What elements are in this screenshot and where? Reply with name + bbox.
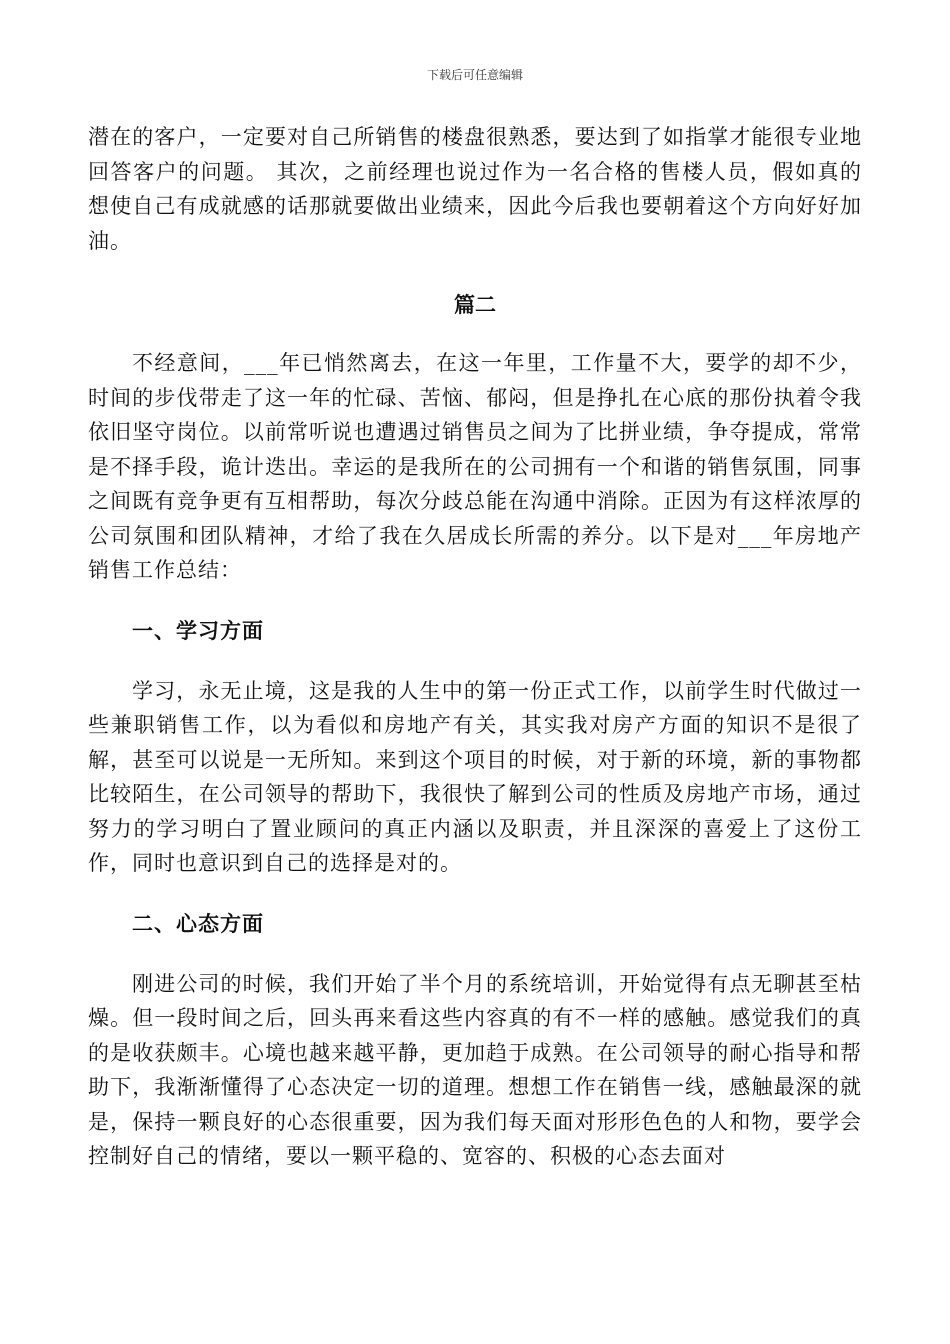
heading-mindset: 二、心态方面: [132, 910, 264, 936]
paragraph-learning: 学习，永无止境，这是我的人生中的第一份正式工作，以前学生时代做过一些兼职销售工作，以为看似和房地产有关，其实我对房产方面的知识不是很了解，甚至可以说是一无所知。来到这个项目的时候，对于新的环境，新的事物都比较陌生，在公司领导的帮助下，我很快了解到公司的性质及房地产市场，通过努力的学习明白了置业顾问的真正内涵以及职责，并且深深的喜爱上了这份工作，同时也意识到自己的选择是对的。: [88, 678, 862, 875]
paragraph-mindset: 刚进公司的时候，我们开始了半个月的系统培训，开始觉得有点无聊甚至枯燥。但一段时间之后，回头再来看这些内容真的有不一样的感触。感觉我们的真的是收获颇丰。心境也越来越平静，更加趋于成熟。在公司领导的耐心指导和帮助下，我渐渐懂得了心态决定一切的道理。想想工作在销售一线，感触最深的就是，保持一颗良好的心态很重要，因为我们每天面对形形色色的人和物，要学会控制好自己的情绪，要以一颗平稳的、宽容的、积极的心态去面对: [88, 971, 862, 1168]
section-title: 篇二: [454, 292, 496, 317]
spacer: [88, 322, 862, 346]
paragraph-intro: 不经意间，___年已悄然离去，在这一年里，工作量不大，要学的却不少，时间的步伐带走了这一年的忙碌、苦恼、郁闷，但是挣扎在心底的那份执着令我依旧坚守岗位。以前常听说也遭遇过销售员之间为了比拼业绩，争夺提成，常常是不择手段，诡计迭出。幸运的是我所在的公司拥有一个和谐的销售氛围，同事之间既有竞争更有互相帮助，每次分歧总能在沟通中消除。正因为有这样浓厚的公司氛围和团队精神，才给了我在久居成长所需的养分。以下是对___年房地产销售工作总结：: [88, 351, 862, 582]
spacer: [88, 941, 862, 967]
page-header-note: 下载后可任意编辑: [426, 68, 523, 82]
spacer: [88, 648, 862, 674]
document-body: [88, 120, 862, 1174]
paragraph-continuation: 潜在的客户，一定要对自己所销售的楼盘很熟悉，要达到了如指掌才能很专业地回答客户的问题。 其次，之前经理也说过作为一名合格的售楼人员，假如真的想使自己有成就感的话那就要做出业绩来，因此今后我也要朝着这个方向好好加油。: [88, 125, 862, 253]
spacer: [88, 588, 862, 614]
spacer: [88, 881, 862, 907]
heading-learning: 一、学习方面: [132, 617, 264, 643]
spacer: [88, 258, 862, 288]
